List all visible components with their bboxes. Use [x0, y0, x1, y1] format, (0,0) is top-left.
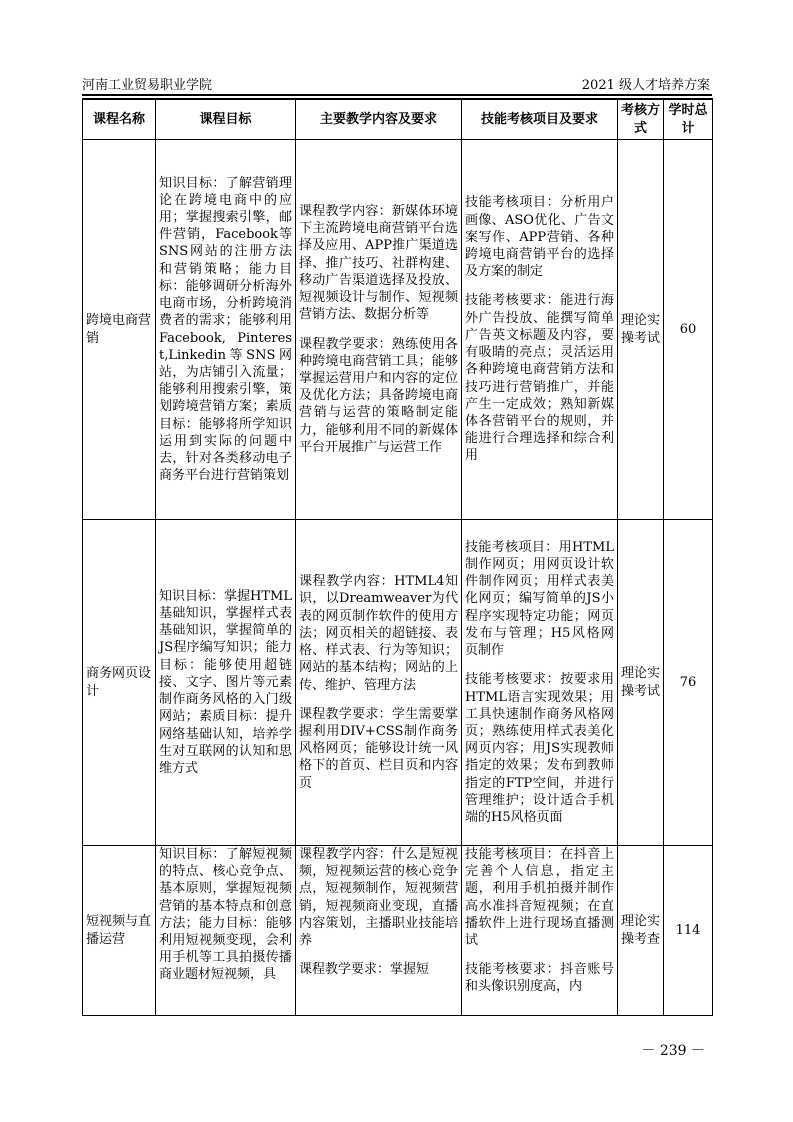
- content-requirement: 课程教学要求：学生需要掌握利用DIV+CSS制作商务风格网页；能够设计统一风格下的首页、栏目页和内容页: [299, 706, 458, 791]
- course-content: [296, 520, 462, 846]
- page-number: － 239 －: [641, 1043, 705, 1059]
- skill-requirement: 技能考核要求：按要求用HTML语言实现效果；用工具快速制作商务风格网页；熟练使用样式表美化网页内容；用JS实现教师指定的效果；发布到教师指定的FTP空间，并进行管理维护；设计适合手机端的H5风格页面: [465, 672, 614, 825]
- course-name: 跨境电商营销: [83, 140, 156, 520]
- col-header-course-goal: 课程目标: [156, 99, 296, 140]
- total-hours: 76: [664, 520, 713, 846]
- col-header-skill: 技能考核项目及要求: [462, 99, 618, 140]
- total-hours: 60: [664, 140, 713, 520]
- content-requirement: 课程教学要求：掌握短: [299, 962, 430, 978]
- skill-requirement: 技能考核要求：能进行海外广告投放、能撰写简单广告英文标题及内容，要有吸睛的亮点；灵活运用各种跨境电商营销方法和技巧进行营销推广，并能产生一定成效；熟知新媒体各营销平台的规则，并能进行合理选择和综合利用: [465, 293, 614, 464]
- exam-method: 理论实操考试: [618, 140, 664, 520]
- total-hours: 114: [664, 846, 713, 1016]
- skill-item: 技能考核项目：分析用户画像、ASO优化、广告文案写作、APP营销、各种跨境电商营销平台的选择及方案的制定: [465, 195, 614, 280]
- course-skill: [462, 520, 618, 846]
- table-header-row: [83, 99, 713, 140]
- skill-requirement: 技能考核要求：抖音账号和头像识别度高，内: [465, 962, 614, 995]
- content-requirement: 课程教学要求：熟练使用各种跨境电商营销工具；能够掌握运营用户和内容的定位及优化方法；具备跨境电商营销与运营的策略制定能力，能够利用不同的新媒体平台开展推广与运营工作: [299, 336, 458, 455]
- exam-method: 理论实操考查: [618, 846, 664, 1016]
- content-text: 课程教学内容：什么是短视频，短视频运营的核心竞争点，短视频制作，短视频营销，短视频商业变现，直播内容策划，主播职业技能培养: [299, 847, 458, 949]
- course-goal: 知识目标：了解营销理论在跨境电商中的应用；掌握搜索引擎，邮件营销，Facebook等SNS网站的注册方法和营销策略；能力目标：能够调研分析海外电商市场，分析跨境消费者的需求；能够利用Facebook, Pinterest,Linkedin等SNS网站，为店铺引入流量；能够利用搜索引擎，策划跨境营销方案；素质目标：能够将所学知识运用到实际的问题中去，针对各类移动电子商务平台进行营销策划: [156, 140, 296, 520]
- curriculum-table: [82, 98, 713, 1016]
- table-row: [83, 520, 713, 846]
- course-name: 商务网页设计: [83, 520, 156, 846]
- col-header-content: 主要教学内容及要求: [296, 99, 462, 140]
- content-text: 课程教学内容：HTML4知识，以Dreamweaver为代表的网页制作软件的使用方法；网页相关的超链接、表格、样式表、行为等知识；网站的基本结构；网站的上传、维护、管理方法: [299, 574, 458, 693]
- course-content: [296, 140, 462, 520]
- col-header-hours: 学时总计: [664, 99, 713, 140]
- col-header-course-name: 课程名称: [83, 99, 156, 140]
- content-text: 课程教学内容：新媒体环境下主流跨境电商营销平台选择及应用、APP推广渠道选择、推广技巧、社群构建、移动广告渠道选择及投放、短视频设计与制作、短视频营销方法、数据分析等: [299, 204, 458, 323]
- course-goal: 知识目标：掌握HTML基础知识，掌握样式表基础知识，掌握简单的JS程序编写知识；能力目标：能够使用超链接、文字、图片等元素制作商务风格的入门级网站；素质目标：提升网络基础认知，培养学生对互联网的认知和思维方式: [156, 520, 296, 846]
- exam-method: 理论实操考试: [618, 520, 664, 846]
- table-row: [83, 846, 713, 1016]
- col-header-method: 考核方式: [618, 99, 664, 140]
- course-content: [296, 846, 462, 1016]
- skill-item: 技能考核项目：在抖音上完善个人信息，指定主题，利用手机拍摄并制作高水准抖音短视频；在直播软件上进行现场直播测试: [465, 847, 614, 949]
- course-skill: [462, 846, 618, 1016]
- header-plan-title: 2021 级人才培养方案: [581, 78, 710, 93]
- skill-item: 技能考核项目：用HTML制作网页；用网页设计软件制作网页；用样式表美化网页；编写简单的JS小程序实现特定功能；网页发布与管理；H5风格网页制作: [465, 539, 614, 659]
- course-goal: 知识目标：了解短视频的特点、核心竞争点、基本原则，掌握短视频营销的基本特点和创意方法；能力目标：能够利用短视频变现，会利用手机等工具拍摄传播商业题材短视频，具: [156, 846, 296, 1016]
- header-school-name: 河南工业贸易职业学院: [82, 78, 213, 93]
- header-rule: [82, 94, 712, 96]
- course-skill: [462, 140, 618, 520]
- course-name: 短视频与直播运营: [83, 846, 156, 1016]
- table-row: [83, 140, 713, 520]
